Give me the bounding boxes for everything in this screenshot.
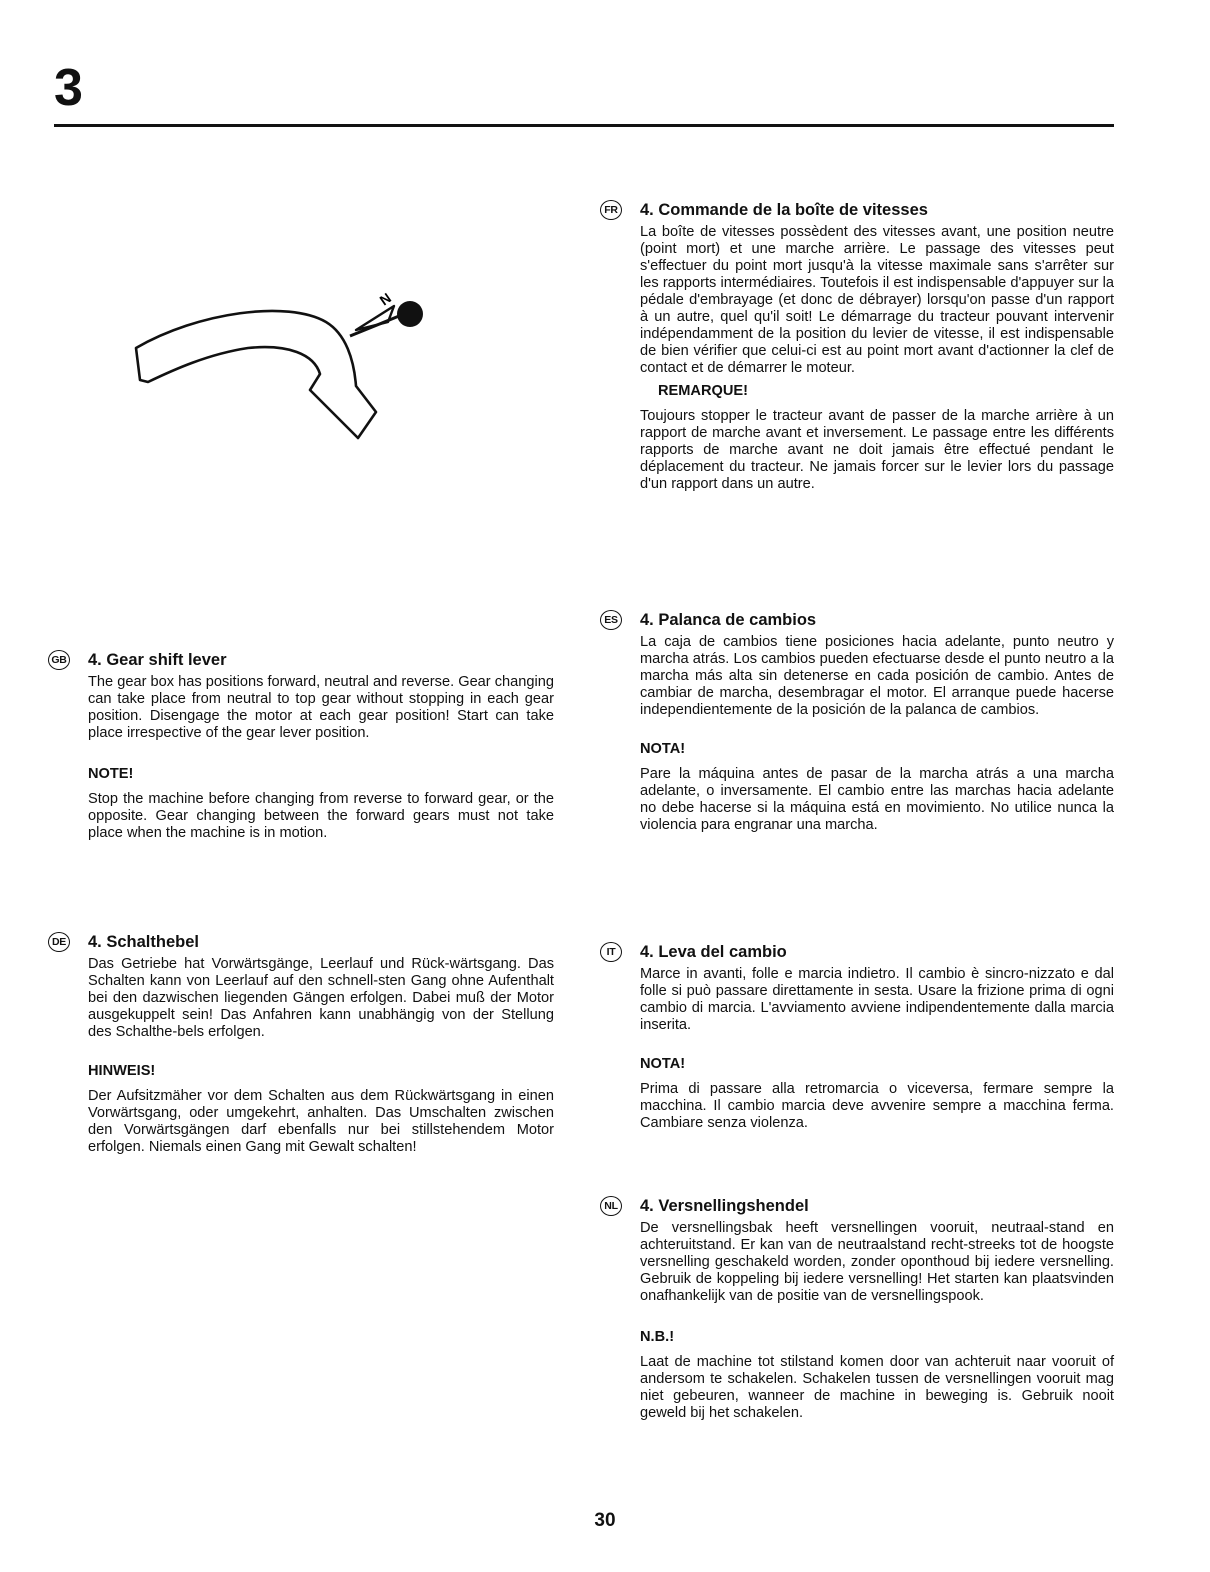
section-nl [604, 1196, 1114, 1422]
note-body-es: Pare la máquina antes de pasar de la marcha atrás a una marcha adelante, o inversamente. El cambio entre las marchas hacia adelante no debe hacerse si la máquina está en movimiento. No utilice nunca la violencia para engranar una marcha. [640, 766, 1114, 833]
lang-badge-nl-icon: NL [600, 1196, 622, 1216]
chapter-number: 3 [54, 59, 83, 117]
section-body-de: Das Getriebe hat Vorwärtsgänge, Leerlauf und Rück-wärtsgang. Das Schalten kann von Leerlauf auf den schnell-sten Gang ohne Aufenthalt bei den dazwischen liegenden Gängen erfolgen. Dabei muß der Motor ausgekuppelt sein! Das Anfahren kann unabhängig von der Stellung des Schalthe-bels erfolgen. [88, 956, 554, 1040]
note-body-nl: Laat de machine tot stilstand komen door van achteruit naar vooruit of andersom te schakelen. Schakelen tussen de versnellingen vooruit mag niet gebeuren, wanneer de machine in beweging is. Gebruik nooit geweld bij het schakelen. [640, 1354, 1114, 1421]
lever-arrow-indicator [356, 306, 394, 330]
section-body-it: Marce in avanti, folle e marcia indietro. Il cambio è sincro-nizzato e dal folle si può passare direttamente in sesta. Usare la frizione prima di ogni cambio di marcia. L'avviamento avviene indipendentemente dalla marcia inserita. [640, 966, 1114, 1033]
section-body-nl: De versnellingsbak heeft versnellingen vooruit, neutraal-stand en achteruitstand. Er kan van de neutraalstand recht-streeks tot de hoogste versnelling geschakeld worden, zonder oponthoud bij iedere versnelling. Gebruik de koppeling bij iedere versnelling! Het starten kan plaatsvinden onafhankelijk van de positie van de versnellingspook. [640, 1220, 1114, 1304]
section-gb [51, 650, 554, 842]
note-body-de: Der Aufsitzmäher vor dem Schalten aus dem Rückwärtsgang in einen Vorwärtsgang, oder umgekehrt, anhalten. Das Umschalten zwischen den Vorwärtsgängen darf ebenfalls nur bei stillstehendem Motor erfolgen. Niemals einen Gang mit Gewalt schalten! [88, 1088, 554, 1155]
section-title-fr: 4. Commande de la boîte de vitesses [640, 201, 928, 219]
note-title-nl: N.B.! [640, 1329, 675, 1345]
note-body-fr: Toujours stopper le tracteur avant de passer de la marche arrière à un rapport de marche avant et inversement. Le passage entre les différents rapports de marche avant ne doit jamais être effectué pendant le déplacement du tracteur. Ne jamais forcer sur le levier lors du passage d'un rapport dans un autre. [640, 408, 1114, 492]
note-title-it: NOTA! [640, 1056, 686, 1072]
lang-badge-es-icon: ES [600, 610, 622, 630]
note-title-de: HINWEIS! [88, 1063, 156, 1079]
section-fr [604, 200, 1114, 493]
section-de [52, 932, 554, 1156]
note-title-fr: REMARQUE! [658, 383, 748, 399]
section-it [606, 942, 1114, 1132]
neutral-indicator-label: N [376, 289, 395, 309]
section-body-fr: La boîte de vitesses possèdent des vitesses avant, une position neutre (point mort) et une marche arrière. Le passage des vitesses peut s'effectuer du point mort jusqu'à la vitesse maximale sans s'arrêter sur les rapports intermédiaires. Toutefois il est indispensable d'appuyer sur la pédale d'embrayage (et donc de débrayer) lorsqu'on passe d'un rapport à un autre, quel qu'il soit! Le démarrage du tracteur pouvant intervenir indépendamment de la position du levier de vitesse, il est indispensable de bien vérifier que celui-ci est au point mort avant d'actionner la clef de contact et de démarrer le moteur. [640, 224, 1114, 376]
note-title-gb: NOTE! [88, 766, 134, 782]
lever-slot-outline [136, 311, 376, 438]
note-body-it: Prima di passare alla retromarcia o viceversa, fermare sempre la macchina. Il cambio marcia deve avvenire sempre a macchina ferma. Cambiare senza violenza. [640, 1081, 1114, 1131]
note-body-gb: Stop the machine before changing from reverse to forward gear, or the opposite. Gear changing between the forward gears must not take place when the machine is in motion. [88, 791, 554, 841]
lang-badge-gb-icon: GB [48, 650, 70, 670]
section-body-es: La caja de cambios tiene posiciones hacia adelante, punto neutro y marcha atrás. Los cambios pueden efectuarse desde el punto neutro a la marcha más alta sin detenerse en cada posición de cambio. Antes de cambiar de marcha, desembragar el motor. El arranque puede hacerse independientemente de la posición de la palanca de cambios. [640, 634, 1114, 718]
section-title-de: 4. Schalthebel [88, 933, 199, 951]
lang-badge-it-icon: IT [600, 942, 622, 962]
lang-badge-de-icon: DE [48, 932, 70, 952]
page-number: 30 [594, 1510, 616, 1531]
header-rule [54, 124, 1114, 127]
section-body-gb: The gear box has positions forward, neutral and reverse. Gear changing can take place from neutral to top gear without stopping in each gear position. Disengage the motor at each gear position! Start can take place irrespective of the gear lever position. [88, 674, 554, 741]
lever-knob [397, 301, 423, 327]
note-title-es: NOTA! [640, 741, 686, 757]
section-title-es: 4. Palanca de cambios [640, 611, 817, 629]
section-es [604, 610, 1114, 834]
section-title-gb: 4. Gear shift lever [88, 651, 227, 669]
lang-badge-fr-icon: FR [600, 200, 622, 220]
section-title-it: 4. Leva del cambio [640, 943, 787, 961]
gear-shift-lever-illustration [118, 270, 458, 450]
section-title-nl: 4. Versnellingshendel [640, 1197, 809, 1215]
